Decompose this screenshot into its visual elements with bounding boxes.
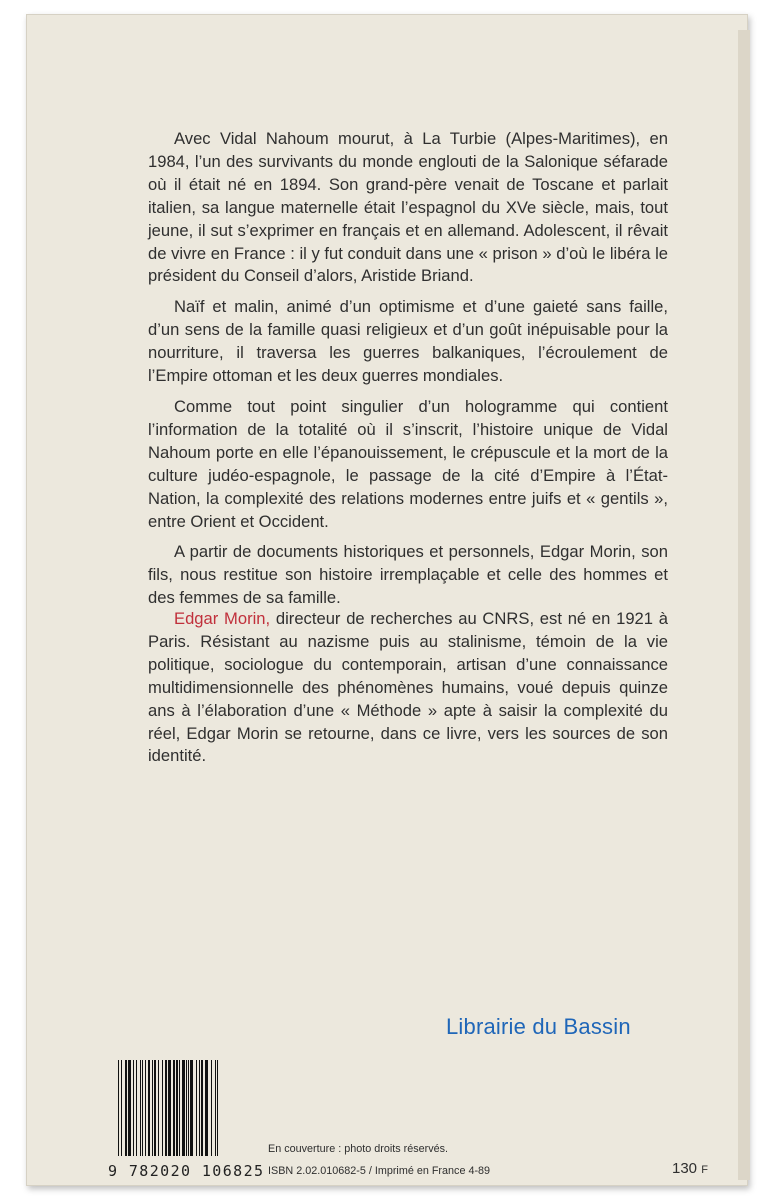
isbn-line: ISBN 2.02.010682-5 / Imprimé en France 4-89 — [268, 1165, 491, 1177]
barcode-bars — [118, 1060, 260, 1156]
cover-edge — [738, 30, 750, 1180]
author-bio-text: directeur de recherches au CNRS, est né en 1921 à Paris. Résistant au nazisme puis au stalinisme, témoin de la vie politique, sociologue du contemporain, artisan d’une connaissance multidimensionnelle des phénomènes humains, voué depuis quinze ans à l’élaboration d’une « Méthode » apte à saisir la complexité du réel, Edgar Morin se retourne, dans ce livre, vers les sources de son identité. — [148, 609, 668, 766]
blurb-paragraph-1: Avec Vidal Nahoum mourut, à La Turbie (Alpes-Maritimes), en 1984, l’un des survivants du monde englouti de la Salonique séfarade où il était né en 1894. Son grand-père venait de Toscane et parlait italien, sa langue maternelle était l’espagnol du XVe siècle, mais, tout jeune, il sut s’exprimer en français et en allemand. Adolescent, il rêvait de vivre en France : il y fut conduit dans une « prison » d’où le libéra le président du Conseil d’alors, Aristide Briand. — [148, 129, 668, 286]
price — [672, 1160, 708, 1177]
bookshop-stamp: Librairie du Bassin — [446, 1014, 631, 1039]
cover-credit: En couverture : photo droits réservés. — [268, 1143, 449, 1155]
author-name: Edgar Morin, — [174, 609, 271, 628]
blurb-paragraph-4: A partir de documents historiques et personnels, Edgar Morin, son fils, nous restitue son histoire irremplaçable et celle des hommes et des femmes de sa famille. — [148, 542, 668, 608]
barcode-stripe — [218, 1060, 220, 1156]
barcode — [108, 1052, 265, 1184]
blurb-paragraph-2: Naïf et malin, animé d’un optimisme et d’une gaieté sans faille, d’un sens de la famille quasi religieux et d’un goût inépuisable pour la nourriture, il traversa les guerres balkaniques, l’écroulement de l’Empire ottoman et les deux guerres mondiales. — [148, 297, 668, 386]
credits — [268, 1138, 490, 1182]
blurb-paragraph-3: Comme tout point singulier d’un hologramme qui contient l’information de la totalité où il s’inscrit, l’histoire unique de Vidal Nahoum porte en elle l’épanouissement, le crépuscule et la mort de la culture judéo-espagnole, le passage de la cité d’Empire à l’État-Nation, la complexité des relations modernes entre juifs et « gentils », entre Orient et Occident. — [148, 396, 668, 531]
author-bio — [148, 608, 668, 768]
price-amount: 130 — [672, 1160, 698, 1177]
barcode-digits: 9 782020 106825 — [108, 1162, 265, 1180]
blurb — [148, 128, 668, 618]
price-unit: F — [701, 1164, 708, 1176]
